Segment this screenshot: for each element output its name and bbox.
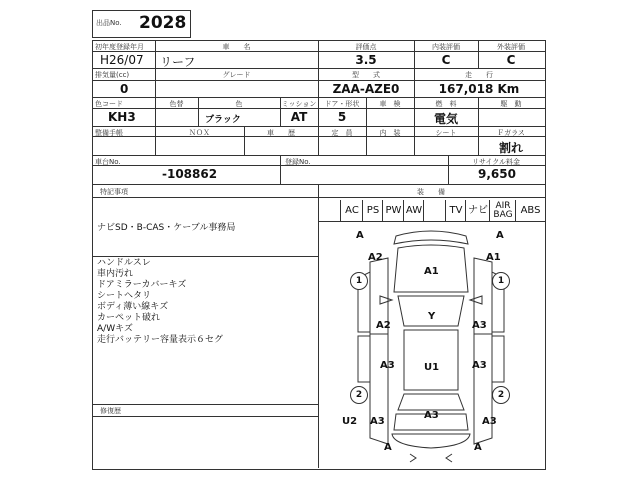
nox-label: ＮＯＸ	[189, 129, 210, 137]
score-value: 3.5	[355, 53, 377, 67]
mileage-label: 走 行	[465, 71, 493, 79]
service-book-label: 整備手帳	[95, 129, 123, 137]
fuel-label: 燃 料	[435, 100, 457, 108]
doors-value: 5	[337, 110, 347, 124]
seat-label: シート	[435, 129, 457, 137]
year-value: H26/07	[100, 53, 144, 67]
note-item: ボディ薄い線キズ	[97, 302, 169, 312]
fuel-value: 電気	[433, 112, 458, 126]
equip-blank	[423, 200, 446, 221]
note-item: ドアミラーカバーキズ	[97, 280, 187, 290]
wheel-front-right: 1	[492, 272, 510, 290]
mark-front-left-door: A2	[376, 320, 391, 331]
lot-number: 2028	[139, 13, 187, 33]
model-label: 車 名	[222, 43, 251, 51]
color-code-value: KH3	[108, 110, 136, 124]
mark-trunk: A3	[424, 410, 439, 421]
recycle-label: リサイクル料金	[471, 158, 521, 166]
type-value: ZAA-AZE0	[332, 82, 400, 96]
note-item: シートヘタリ	[97, 291, 152, 301]
displacement-label: 排気量(cc)	[95, 71, 130, 79]
equip-ps: PS	[362, 200, 383, 221]
recycle-value: 9,650	[478, 167, 516, 181]
displacement-value: 0	[120, 82, 129, 96]
mark-front-left: A	[356, 230, 364, 241]
color-label: 色	[235, 100, 243, 108]
lot-label: 出品No.	[96, 19, 122, 27]
equip-abs: ABS	[515, 200, 545, 221]
equip-aw: AW	[403, 200, 424, 221]
transmission-value: AT	[290, 110, 308, 124]
notes-label: 特記事項	[100, 188, 128, 196]
mark-rear-right: A3	[482, 416, 497, 427]
mark-bumper-left: A	[384, 442, 392, 453]
repair-history-label: 修復歴	[100, 407, 121, 415]
mark-rear-panel: U2	[342, 416, 358, 427]
chassis-label: 車台No.	[95, 158, 121, 166]
notes-line1: ナビSD・B-CAS・ケーブル事務局	[97, 223, 236, 233]
chassis-value: -108862	[162, 167, 218, 181]
mark-right-fender: A1	[486, 252, 501, 263]
mark-front-right-door: A3	[472, 320, 487, 331]
mark-rear-left-door: A3	[380, 360, 395, 371]
wheel-rear-left: 2	[350, 386, 368, 404]
history-label: 車 歴	[267, 129, 295, 137]
mark-hood: A1	[424, 266, 439, 277]
mark-left-fender: A2	[368, 252, 383, 263]
transmission-label: ミッション	[281, 100, 317, 108]
note-item: 車内汚れ	[97, 269, 134, 279]
wheel-rear-right: 2	[492, 386, 510, 404]
equip-airbag: AIR BAG	[489, 200, 516, 221]
type-label: 型 式	[352, 71, 380, 79]
mark-rear-left: A3	[370, 416, 385, 427]
inspection-label: 車 検	[379, 100, 401, 108]
mark-front-right: A	[496, 230, 504, 241]
color-value: ブラック	[205, 115, 241, 125]
exterior-label: 外装評価	[497, 43, 525, 51]
score-label: 評価点	[355, 43, 377, 51]
mark-bumper-right: A	[474, 442, 482, 453]
equip-tv: TV	[445, 200, 466, 221]
drive-label: 駆 動	[500, 100, 522, 108]
equipment-label: 装 備	[417, 188, 445, 196]
capacity-label: 定 員	[331, 129, 353, 137]
note-item: カーペット破れ	[97, 313, 161, 323]
equip-ac: AC	[340, 200, 363, 221]
repaint-label: 色替	[169, 100, 184, 108]
interior-value: C	[441, 53, 451, 67]
wheel-front-left: 1	[350, 272, 368, 290]
mark-windshield: Y	[428, 311, 436, 322]
mark-roof: U1	[424, 362, 440, 373]
mileage-value: 167,018 Km	[438, 82, 520, 96]
model-value: リーフ	[160, 55, 196, 69]
doors-label: ドア・形状	[324, 100, 360, 108]
grade-label: グレード	[222, 71, 251, 79]
note-item: A/Wキズ	[97, 324, 133, 334]
note-item: ハンドルスレ	[97, 258, 151, 268]
notes-list	[97, 258, 223, 346]
interior-label-2: 内 装	[379, 129, 401, 137]
interior-label: 内装評価	[432, 43, 460, 51]
color-code-label: 色コード	[95, 100, 123, 108]
glass-label: Ｆガラス	[497, 129, 525, 137]
exterior-value: C	[506, 53, 516, 67]
lot-box	[92, 10, 191, 38]
car-diagram	[318, 222, 544, 468]
equip-navi: ナビ	[465, 200, 490, 221]
equip-pw: PW	[382, 200, 404, 221]
registration-label: 登録No.	[285, 158, 311, 166]
mark-rear-right-door: A3	[472, 360, 487, 371]
note-item: 走行バッテリー容量表示６セグ	[97, 335, 224, 345]
glass-value: 割れ	[498, 141, 523, 155]
year-label: 初年度登録年月	[95, 43, 144, 51]
